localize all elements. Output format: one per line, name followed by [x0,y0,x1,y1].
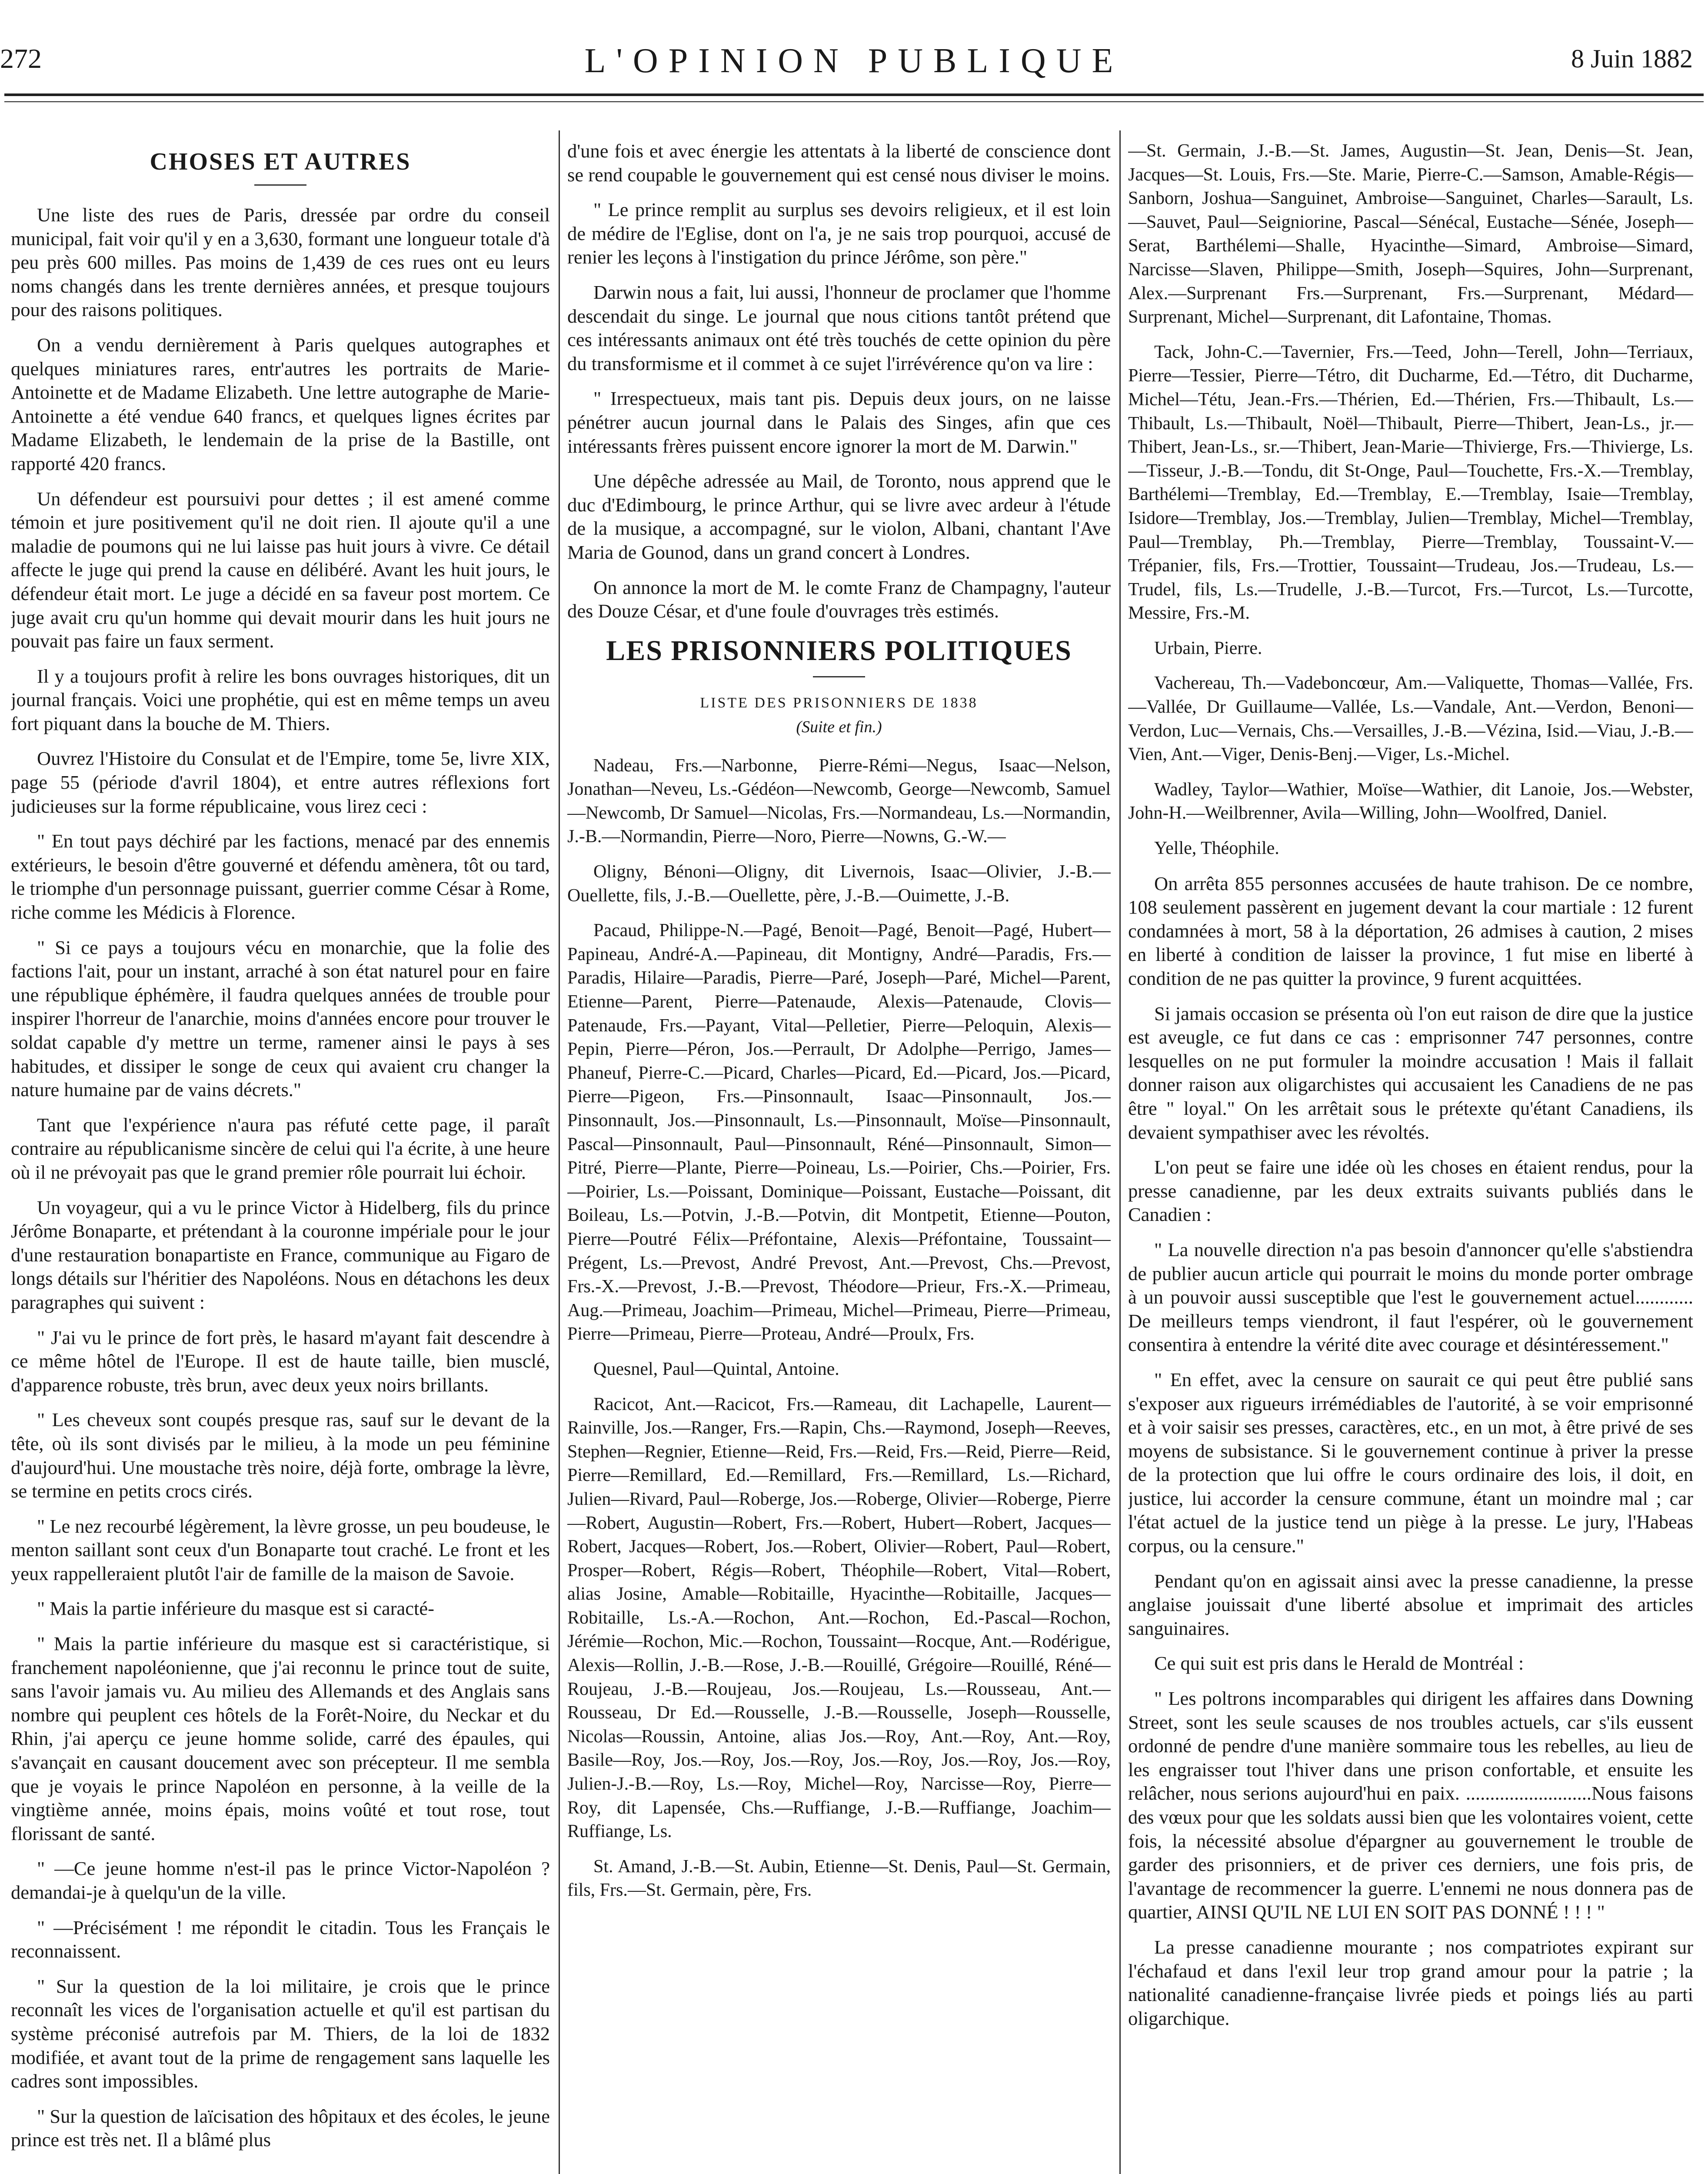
quote-paragraph: " —Précisément ! me répondit le citadin. Tous les Français le reconnaissent. [11,1916,550,1962]
quote-paragraph: " Sur la question de la loi militaire, je crois que le prince reconnaît les vices de l'organisation actuelle et qu'il est partisan du système préconisé autrefois par M. Thiers, de la loi de 1832 modifiée, et avant tout de la prime de rengagement sans laquelle les cadres sont impossibles. [11,1975,550,2092]
quote-paragraph: " Les poltrons incomparables qui dirigent les affaires dans Downing Street, sont les seule scauses de nos troubles actuels, car s'ils eussent ordonné de pendre d'une manière sommaire tous les rebelles, au lieu de les engraisser tout l'hiver dans une prison confortable, et ensuite les relâcher, nous serions aujourd'hui en paix. ..........................Nous faisons des vœux pour que les soldats aussi bien que les volontaires voient, cette fois, la nécessité absolue d'épargner au gouvernement le trouble de garder des prisonniers, et de priver ces derniers, une fois pris, de l'avantage de recommencer la guerre. L'ennemi ne nous donnera pas de quartier, AINSI QU'IL NE LUI EN SOIT PAS DONNÉ ! ! ! " [1128,1687,1693,1923]
quote-paragraph: d'une fois et avec énergie les attentats à la liberté de conscience dont se rend coupable le gouvernement qui est censé nous diviser le moins. [567,140,1111,186]
article-paragraph: Ce qui suit est pris dans le Herald de Montréal : [1154,1652,1524,1674]
prisoner-list-y: Yelle, Théophile. [1154,838,1279,859]
article-paragraph: Darwin nous a fait, lui aussi, l'honneur de proclamer que l'homme descendait du singe. Le journal que nous citions tantôt prétend que ces intéressants animaux ont été très touchés de cette opinion du père du transformisme et il commet à ce sujet l'irrévérence qu'on va lire : [567,281,1111,374]
list-subheading: LISTE DES PRISONNIERS DE 1838 [700,694,978,711]
article-paragraph: Si jamais occasion se présenta où l'on eut raison de dire que la justice est aveugle, ce fut dans ce cas : emprisonner 747 personnes, contre lesquelles on ne put formuler la moindre accusation ! Mais il fallait donner raison aux oligarchistes qui accusaient les Canadiens de ne pas être " loyal." On les arrêtait sous le prétexte qu'étant Canadiens, ils devaient sympathiser avec les révoltés. [1128,1002,1693,1143]
article-paragraph: La presse canadienne mourante ; nos compatriotes expirant sur l'échafaud et dans l'exil leur trop grand amour pour la patrie ; la nationalité canadienne-française livrée pieds et poings liés au parti oligarchique. [1128,1936,1693,2029]
quote-paragraph: " La nouvelle direction n'a pas besoin d'annoncer qu'elle s'abstiendra de publier aucun article qui pourrait le moins du monde porter ombrage à un pouvoir aussi susceptible que l'est le gouvernement actuel............ De meilleurs temps viendront, il faut l'espérer, où le gouvernement consentira à entendre la vérité dite avec courage et désintéressement." [1128,1238,1693,1356]
quote-paragraph: " Sur la question de laïcisation des hôpitaux et des écoles, le jeune prince est très net. Il a blâmé plus [11,2105,550,2151]
prisoner-list-s: St. Amand, J.-B.—St. Aubin, Etienne—St. Denis, Paul—St. Germain, fils, Frs.—St. Germain, père, Frs. [567,1856,1111,1901]
prisoner-list-t: Tack, John-C.—Tavernier, Frs.—Teed, John—Terell, John—Terriaux, Pierre—Tessier, Pierre—Tétro, dit Ducharme, Ed.—Tétro, dit Ducharme, Michel—Tétu, Jean.-Frs.—Thérien, Ed.—Thérien, Frs.—Thibault, Ls.—Thibault, Ls.—Thibault, Noël—Thibault, Pierre—Thibert, Jean-Ls., jr.—Thibert, Jean-Ls., sr.—Thibert, Jean-Marie—Thivierge, Frs.—Thivierge, Ls.—Tisseur, J.-B.—Tondu, dit St-Onge, Paul—Touchette, Frs.-X.—Tremblay, Barthélemi—Tremblay, Ed.—Tremblay, E.—Tremblay, Isaie—Tremblay, Isidore—Tremblay, Jos.—Tremblay, Julien—Tremblay, Michel—Tremblay, Paul—Tremblay, Ph.—Tremblay, Pierre—Tremblay, Toussaint-V.—Trépanier, fils, Frs.—Trottier, Toussaint—Trudeau, Jos.—Trudeau, Ls.—Trudel, fils, Ls.—Trudelle, J.-B.—Turcot, Frs.—Turcot, Ls.—Turcotte, Messire, Frs.-M. [1128,342,1693,624]
quote-paragraph: " Mais la partie inférieure du masque est si caracté- [37,1597,434,1620]
prisoner-list-w: Wadley, Taylor—Wathier, Moïse—Wathier, dit Lanoie, Jos.—Webster, John-H.—Weilbrenner, Avila—Willing, John—Woolfred, Daniel. [1128,779,1693,824]
article-paragraph: On annonce la mort de M. le comte Franz de Champagny, l'auteur des Douze César, et d'une foule d'ouvrages très estimés. [567,576,1111,622]
article-paragraph: Une dépêche adressée au Mail, de Toronto, nous apprend que le duc d'Edimbourg, le prince Arthur, qui se livre avec ardeur à l'étude de la musique, a accompagné, sur le violon, Albani, chantant l'Ave Maria de Gounod, dans un grand concert à Londres. [567,470,1111,563]
column-3 [1128,139,1693,2174]
masthead-rule [4,93,1704,96]
section-heading-prisonniers: LES PRISONNIERS POLITIQUES [606,634,1072,667]
prisoner-list-v: Vachereau, Th.—Vadeboncœur, Am.—Valiquette, Thomas—Vallée, Frs.—Vallée, Dr Guillaume—Vallée, Ls.—Vandale, Ant.—Verdon, Benoni—Verdon, Luc—Vernais, Chs.—Versailles, J.-B.—Vézina, Isid.—Viau, J.-B.—Vien, Ant.—Viger, Denis-Benj.—Viger, Ls.-Michel. [1128,673,1693,765]
article-paragraph: Une liste des rues de Paris, dressée par ordre du conseil municipal, fait voir qu'il y en a 3,630, formant une longueur totale d'à peu près 600 milles. Pas moins de 1,439 de ces rues ont eu leurs noms changés dans les trente dernières années, et presque toujours pour des raisons politiques. [11,204,550,321]
column-1 [11,139,550,2174]
page-number: 272 [0,43,42,74]
section-heading-choses: CHOSES ET AUTRES [150,148,411,175]
article-paragraph: Ouvrez l'Histoire du Consulat et de l'Empire, tome 5e, livre XIX, page 55 (période d'avril 1804), et entre autres réflexions fort judicieuses sur la forme républicaine, vous lirez ceci : [11,747,550,817]
quote-paragraph: " Irrespectueux, mais tant pis. Depuis deux jours, on ne laisse pénétrer aucun journal dans le Palais des Singes, afin que ces intéressants frères puissent encore ignorer la mort de M. Darwin." [567,387,1111,457]
article-paragraph: Un voyageur, qui a vu le prince Victor à Hidelberg, fils du prince Jérôme Bonaparte, et prétendant à la couronne impériale pour le jour d'une restauration bonapartiste en France, communique au Figaro de longs détails sur l'héritier des Napoléons. Nous en détachons les deux paragraphes qui suivent : [11,1196,550,1313]
quote-paragraph: " En tout pays déchiré par les factions, menacé par des ennemis extérieurs, le besoin d'être gouverné et défendu amènera, tôt ou tard, le triomphe d'un personnage puissant, guerrier comme César à Rome, riche comme les Médicis à Florence. [11,830,550,924]
journal-title: L'OPINION PUBLIQUE [584,42,1124,80]
article-paragraph: On a vendu dernièrement à Paris quelques autographes et quelques miniatures rares, entr'autres les portraits de Marie-Antoinette et de Madame Elizabeth. Une lettre autographe de Marie-Antoinette a été vendue 640 francs, et quelques lignes écrites par Madame Elizabeth, le lendemain de la prise de la Bastille, ont rapporté 420 francs. [11,333,550,474]
article-paragraph: Un défendeur est poursuivi pour dettes ; il est amené comme témoin et jure positivement qu'il ne doit rien. Il ajoute qu'il a une maladie de poumons qui ne lui laisse pas huit jours à vivre. Ce détail affecte le juge qui prend la cause en délibéré. Avant les huit jours, le défendeur était mort. Le juge a décidé en sa faveur post mortem. Ce juge avait cru qu'un homme qui devait mourir dans les huit jours ne pouvait pas faire un faux serment. [11,487,550,652]
article-paragraph: Tant que l'expérience n'aura pas réfuté cette page, il paraît contraire au républicanisme sincère de celui qui l'a écrite, à une heure où il ne prévoyait pas que le grand premier rôle pourrait lui échoir. [11,1114,550,1183]
quote-paragraph: " J'ai vu le prince de fort près, le hasard m'ayant fait descendre à ce même hôtel de l'Europe. Il est de haute taille, bien musclé, d'apparence robuste, très brun, avec deux yeux noirs brillants. [11,1326,550,1396]
quote-paragraph: " Le prince remplit au surplus ses devoirs religieux, et il est loin de médire de l'Eglise, dont on l'a, je ne sais trop pourquoi, accusé de renier les leçons à l'instigation du prince Jérôme, son père." [567,199,1111,268]
article-paragraph: Pendant qu'on en agissait ainsi avec la presse canadienne, la presse anglaise jouissait d'une liberté absolue et imprimait des articles sanguinaires. [1128,1570,1693,1639]
quote-paragraph: " Les cheveux sont coupés presque ras, sauf sur le devant de la tête, où ils sont divisés par le milieu, à la mode un peu féminine d'aujourd'hui. Une moustache très noire, déjà forte, ombrage la lèvre, se termine en petits crocs cirés. [11,1409,550,1502]
masthead [0,41,1708,120]
heading-rule [254,184,306,186]
column-divider [559,130,560,2174]
article-paragraph: L'on peut se faire une idée où les choses en étaient rendus, pour la presse canadienne, par les deux extraits suivants publiés dans le Canadien : [1128,1156,1693,1226]
column-2 [567,139,1111,2174]
column-divider [1119,130,1121,2174]
prisoner-list-n: Nadeau, Frs.—Narbonne, Pierre-Rémi—Negus, Isaac—Nelson, Jonathan—Neveu, Ls.-Gédéon—Newcomb, George—Newcomb, Samuel—Newcomb, Dr Samuel—Nicolas, Frs.—Normandeau, Ls.—Normandin, J.-B.—Normandin, Pierre—Noro, Pierre—Nowns, G.-W.— [567,755,1111,847]
issue-date: 8 Juin 1882 [1571,44,1693,73]
prisoner-list-q: Quesnel, Paul—Quintal, Antoine. [593,1359,839,1379]
article-paragraph: Il y a toujours profit à relire les bons ouvrages historiques, dit un journal français. Voici une prophétie, qui est en même temps un aveu fort piquant dans la bouche de M. Thiers. [11,665,550,734]
prisoner-list-r: Racicot, Ant.—Racicot, Frs.—Rameau, dit Lachapelle, Laurent—Rainville, Jos.—Ranger, Frs.—Rapin, Chs.—Raymond, Joseph—Reeves, Stephen—Regnier, Etienne—Reid, Frs.—Reid, Frs.—Reid, Pierre—Reid, Pierre—Remillard, Ed.—Remillard, Frs.—Remillard, Ls.—Richard, Julien—Rivard, Paul—Roberge, Jos.—Roberge, Olivier—Roberge, Pierre—Robert, Augustin—Robert, Frs.—Robert, Hubert—Robert, Jacques—Robert, Jacques—Robert, Jos.—Robert, Olivier—Robert, Paul—Robert, Prosper—Robert, Régis—Robert, Théophile—Robert, Vital—Robert, alias Josine, Amable—Robitaille, Hyacinthe—Robitaille, Jacques—Robitaille, Ls.-A.—Rochon, Ant.—Rochon, Ed.-Pascal—Rochon, Jérémie—Rochon, Mic.—Rochon, Toussaint—Rocque, Ant.—Rodérigue, Alexis—Rollin, J.-B.—Rose, J.-B.—Rouillé, Grégoire—Rouillé, Réné—Roujeau, J.-B.—Roujeau, Jos.—Roujeau, Ls.—Rousseau, Ant.—Rousseau, Dr Ed.—Rousselle, J.-B.—Rousselle, Joseph—Rousselle, Nicolas—Roussin, Antoine, alias Jos.—Roy, Ant.—Roy, Ant.—Roy, Basile—Roy, Jos.—Roy, Jos.—Roy, Jos.—Roy, Jos.—Roy, Jos.—Roy, Julien-J.-B.—Roy, Ls.—Roy, Michel—Roy, Narcisse—Roy, Pierre—Roy, dit Lapensée, Chs.—Ruffiange, J.-B.—Ruffiange, Joachim—Ruffiange, Ls. [567,1394,1111,1842]
prisoner-list-u: Urbain, Pierre. [1154,638,1262,658]
quote-paragraph: " Mais la partie inférieure du masque est si caractéristique, si franchement napoléonienne, que j'ai reconnu le prince tout de suite, sans l'avoir jamais vu. Au milieu des Allemands et des Anglais sans nombre qui peuplent ces hôtels de la Forêt-Noire, du Neckar et du Rhin, j'ai aperçu ce jeune homme solide, carré des épaules, qui s'avançait en causant doucement avec son précepteur. Il me sembla que je voyais le prince Napoléon en personne, à la veille de la vingtième année, moins épais, moins voûté et tout rose, tout florissant de santé. [11,1633,550,1844]
quote-paragraph: " En effet, avec la censure on saurait ce qui peut être publié sans s'exposer aux rigueurs irrémédiables de l'autorité, à se voir emprisonné et à voir saisir ses presses, caractères, etc., en un mot, à être privé de ses moyens de subsistance. Si le gouvernement continue à priver la presse de la protection que lui offre le cours ordinaire des lois, il doit, en justice, lui accorder la censure commune, étant un moindre mal ; car l'état actuel de la justice tend un piège à la presse. Le jury, l'Habeas corpus, ou la censure." [1128,1368,1693,1557]
prisoner-list-s-cont: —St. Germain, J.-B.—St. James, Augustin—St. Jean, Denis—St. Jean, Jacques—St. Louis, Frs.—Ste. Marie, Pierre-C.—Samson, Amable-Régis—Sanborn, Joshua—Sanguinet, Ambroise—Sanguinet, Charles—Sarault, Ls.—Sauvet, Paul—Seigniorine, Pascal—Sénécal, Eustache—Sénée, Joseph—Serat, Barthélemi—Shalle, Hyacinthe—Simard, Ambroise—Simard, Narcisse—Slaven, Philippe—Smith, Joseph—Squires, John—Surprenant, Alex.—Surprenant Frs.—Surprenant, Frs.—Surprenant, Médard—Surprenant, Michel—Surprenant, dit Lafontaine, Thomas. [1128,141,1693,327]
heading-rule [813,676,865,677]
prisoner-list-o: Oligny, Bénoni—Oligny, dit Livernois, Isaac—Olivier, J.-B.—Ouellette, fils, J.-B.—Ouellette, père, J.-B.—Ouimette, J.-B. [567,862,1111,906]
quote-paragraph: " Le nez recourbé légèrement, la lèvre grosse, un peu boudeuse, le menton saillant sont ceux d'un Bonaparte tout craché. Le front et les yeux rappelleraient plutôt l'air de famille de la maison de Savoie. [11,1515,550,1584]
quote-paragraph: " Si ce pays a toujours vécu en monarchie, que la folie des factions l'ait, pour un instant, arraché à son état naturel pour en faire une république éphémère, il faudra quelques années de trouble pour inspirer l'horreur de l'anarchie, moins d'années encore pour trouver le soldat capable d'y mettre un terme, ramener ainsi le pays à ses habitudes, et dissiper le songe de ceux qui avaient cru changer la nature humaine par de vains décrets." [11,936,550,1101]
list-subnote: (Suite et fin.) [796,717,882,736]
article-paragraph: On arrêta 855 personnes accusées de haute trahison. De ce nombre, 108 seulement passèrent en jugement devant la cour martiale : 12 furent condamnées à mort, 58 à la déportation, 26 admises à caution, 2 mises en liberté à condition de laisser la province, 1 fut mise en liberté à condition de ne pas quitter la province, 9 furent acquittées. [1128,872,1693,989]
quote-paragraph: " —Ce jeune homme n'est-il pas le prince Victor-Napoléon ? demandai-je à quelqu'un de la ville. [11,1857,550,1903]
masthead-rule-thin [4,101,1704,102]
prisoner-list-p: Pacaud, Philippe-N.—Pagé, Benoit—Pagé, Benoit—Pagé, Hubert—Papineau, André-A.—Papineau, dit Montigny, André—Paradis, Frs.—Paradis, Hilaire—Paradis, Pierre—Paré, Joseph—Paré, Michel—Parent, Etienne—Parent, Pierre—Patenaude, Alexis—Patenaude, Clovis—Patenaude, Frs.—Payant, Vital—Pelletier, Pierre—Peloquin, Alexis—Pepin, Pierre—Péron, Jos.—Perrault, Dr Adolphe—Perrigo, James—Phaneuf, Pierre-C.—Picard, Charles—Picard, Ed.—Picard, Jos.—Picard, Pierre—Pigeon, Frs.—Pinsonnault, Isaac—Pinsonnault, Jos.—Pinsonnault, Jos.—Pinsonnault, Ls.—Pinsonnault, Moïse—Pinsonnault, Pascal—Pinsonnault, Paul—Pinsonnault, Réné—Pinsonnault, Simon—Pitré, Pierre—Plante, Pierre—Poineau, Ls.—Poirier, Chs.—Poirier, Frs.—Poirier, Ls.—Poissant, Dominique—Poissant, Eustache—Poissant, dit Boileau, Ls.—Potvin, J.-B.—Potvin, dit Montpetit, Etienne—Pouton, Pierre—Poutré Félix—Préfontaine, Alexis—Préfontaine, Toussaint—Prégent, Ls.—Prevost, André Prevost, Ant.—Prevost, Chs.—Prevost, Frs.-X.—Prevost, J.-B.—Prevost, Théodore—Prieur, Frs.-X.—Primeau, Aug.—Primeau, Joachim—Primeau, Michel—Primeau, Pierre—Primeau, Pierre—Primeau, Pierre—Proteau, André—Proulx, Frs. [567,920,1111,1344]
